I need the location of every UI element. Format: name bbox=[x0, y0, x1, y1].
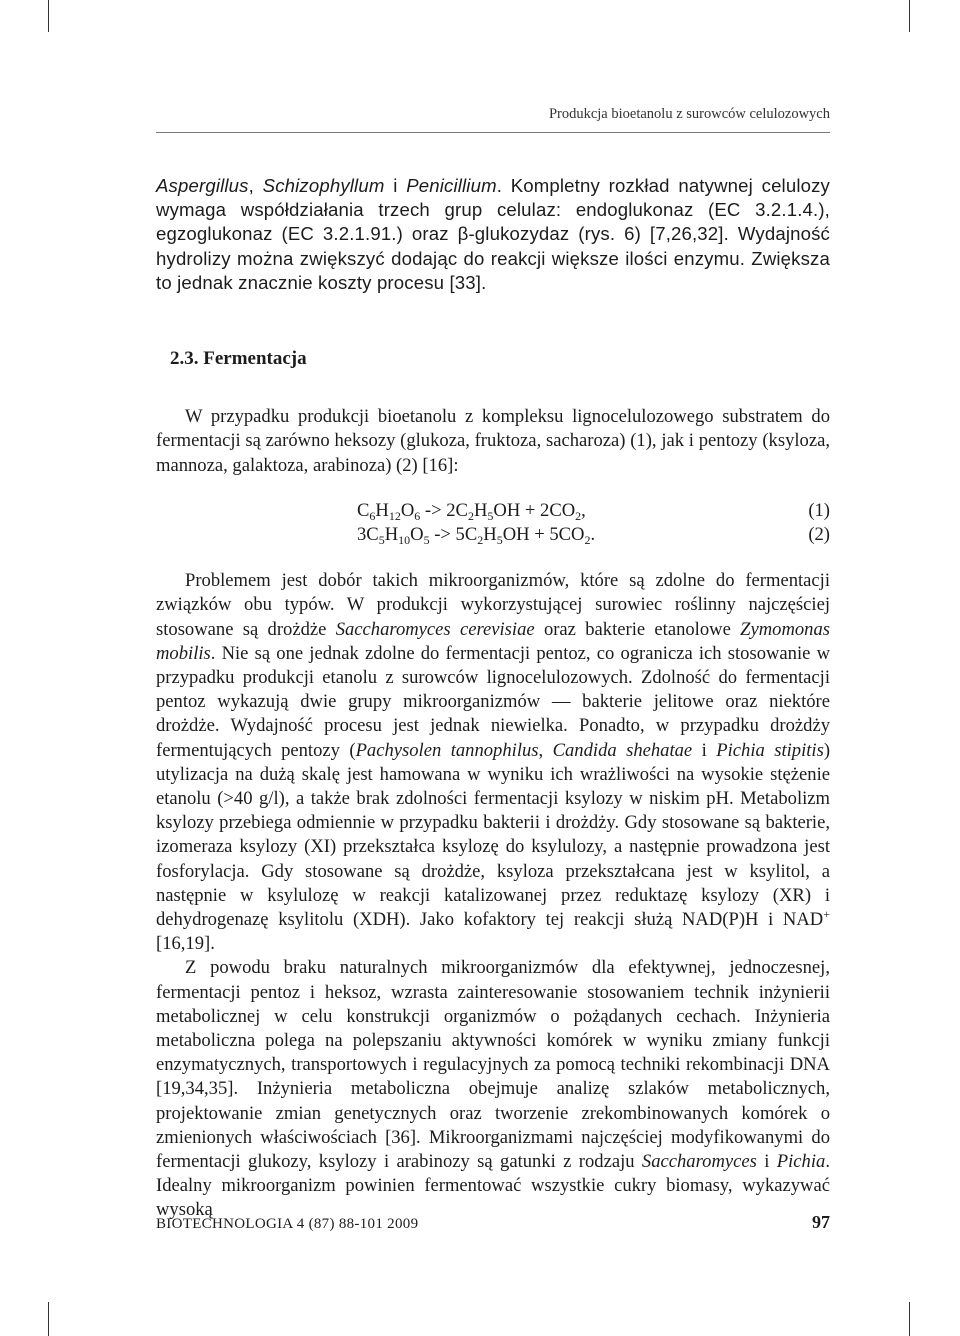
genus-name: Schizophyllum bbox=[262, 175, 385, 196]
species-name: Candida shehatae bbox=[552, 739, 693, 761]
equation-number: (2) bbox=[808, 524, 830, 546]
species-name: Zymomonas mobilis bbox=[156, 618, 830, 664]
page-body bbox=[156, 174, 830, 1223]
genus-name: Saccharomyces bbox=[641, 1151, 757, 1173]
section-heading: 2.3. Fermentacja bbox=[170, 348, 307, 370]
crop-mark-top-left bbox=[48, 0, 49, 32]
equation-2 bbox=[156, 523, 830, 547]
paragraph-main: Problemem jest dobór takich mikroorganizmów, które są zdolne do fermentacji związków obu typów. W produkcji wykorzystującej surowiec roślinny najczęściej stosowane są drożdże Saccharomyces cerevisiae oraz bakterie etanolowe Zymomonas mobilis. Nie są one jednak zdolne do fermentacji pentoz, co ogranicza ich stosowanie w przypadku produkcji etanolu z surowców lignocelulozowych. Zdolność do fermentacji pentoz wykazują dwie grupy mikroorganizmów — bakterie jelitowe oraz niektóre drożdże. Wydajność procesu jest jednak niewielka. Ponadto, w przypadku drożdży fermentujących pentozy (Pachysolen tannophilus, Candida shehatae i Pichia stipitis) utylizacja na dużą skalę jest hamowana w wyniku ich wrażliwości na wysokie stężenie etanolu (>40 g/l), a także brak zdolności fermentacji ksylozy w niskim pH. Metabolizm ksylozy przebiega odmiennie w przypadku bakterii i drożdży. Gdy stosowane są bakterie, izomeraza ksylozy (XI) przekształca ksylozę do ksylulozy, a następnie prowadzona jest fosforylacja. Gdy stosowane są drożdże, ksyloza przekształcana jest w ksylitol, a następnie w ksylulozę w reakcji katalizowanej przez reduktazę ksylozy (XR) i dehydrogenazę ksylitolu (XDH). Jako kofaktory tej reakcji służą NAD(P)H i NAD+ [16,19]. bbox=[156, 570, 831, 955]
equation-formula: $3C_5H_{10}O_5 -> 5C_2H_5OH + 5CO_2$. bbox=[357, 524, 596, 548]
paragraph-last: Z powodu braku naturalnych mikroorganizmów dla efektywnej, jednoczesnej, fermentacji pentoz i heksoz, wzrasta zainteresowanie stosowaniem technik inżynierii metabolicznej w celu konstrukcji organizmów o pożądanych cechach. Inżynieria metaboliczna polega na polepszaniu aktywności komórek w wyniku zmiany funkcji enzymatycznych, transportowych i regulacyjnych za pomocą techniki rekombinacji DNA [19,34,35]. Inżynieria metaboliczna obejmuje analizę szlaków metabolicznych, projektowanie zmian genetycznych oraz tworzenie zrekombinowanych komórek o zmienionych właściwościach [36]. Mikroorganizmami najczęściej modyfikowanymi do fermentacji glukozy, ksylozy i arabinozy są gatunki z rodzaju Saccharomyces i Pichia. Idealny mikroorganizm powinien fermentować wszystkie cukry biomasy, wykazywać wysoką bbox=[156, 957, 830, 1221]
paragraph-intro: W przypadku produkcji bioetanolu z kompleksu lignocelulozowego substratem do fermentacji są zarówno heksozy (glukoza, fruktoza, sacharoza) (1), jak i pentozy (ksyloza, mannoza, galaktoza, arabinoza) (2) [16]: bbox=[156, 406, 830, 476]
genus-name: Pichia bbox=[776, 1151, 826, 1173]
paragraph-continued: Aspergillus, Schizophyllum i Penicillium. Kompletny rozkład natywnej celulozy wymaga współdziałania trzech grup celulaz: endoglukonaz (EC 3.2.1.4.), egzoglukonaz (EC 3.2.1.91.) oraz β-glukozydaz (rys. 6) [7,26,32]. Wydajność hydrolizy można zwiększyć dodając do reakcji większe ilości enzymu. Zwiększa to jednak znacznie koszty procesu [33]. bbox=[156, 175, 830, 293]
equation-1 bbox=[156, 499, 830, 523]
genus-name: Penicillium bbox=[406, 175, 497, 196]
species-name: Saccharomyces cerevisiae bbox=[335, 618, 535, 640]
equation-formula: $C_6H_{12}O_6 -> 2C_2H_5OH + 2CO_2$, bbox=[357, 499, 586, 523]
crop-mark-bottom-left bbox=[48, 1302, 49, 1336]
journal-citation: BIOTECHNOLOGIA 4 (87) 88-101 2009 bbox=[156, 1216, 419, 1232]
equation-number: (1) bbox=[808, 499, 830, 521]
crop-mark-bottom-right bbox=[909, 1302, 910, 1336]
running-header: Produkcja bioetanolu z surowców celulozowych bbox=[548, 106, 830, 122]
species-name: Pachysolen tannophilus bbox=[355, 739, 539, 761]
genus-name: Aspergillus bbox=[156, 175, 249, 196]
crop-mark-top-right bbox=[909, 0, 910, 32]
header-rule bbox=[156, 132, 830, 133]
equation-block bbox=[156, 499, 830, 547]
species-name: Pichia stipitis bbox=[716, 739, 824, 761]
page-number: 97 bbox=[812, 1212, 830, 1232]
